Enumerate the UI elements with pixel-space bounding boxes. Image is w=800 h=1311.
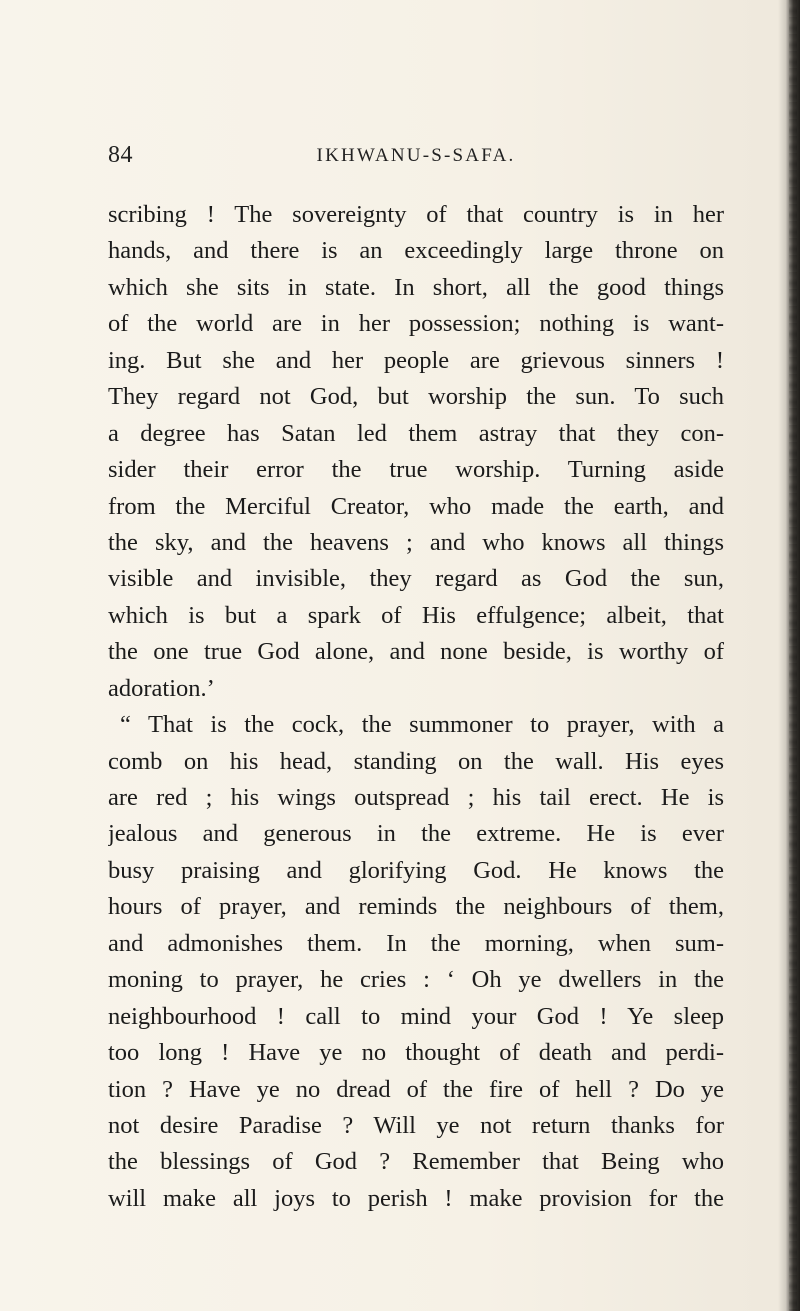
text-line: and admonishes them. In the morning, when sum-	[108, 929, 724, 957]
text-line: busy praising and glorifying God. He knows the	[108, 856, 724, 884]
text-line: tion ? Have ye no dread of the fire of hell ? Do ye	[108, 1075, 724, 1103]
running-head: IKHWANU-S-SAFA.	[316, 145, 516, 166]
page-header	[108, 142, 724, 172]
text-line: hands, and there is an exceedingly large throne on	[108, 237, 724, 265]
paragraph-start-line: “ That is the cock, the summoner to prayer, with a	[120, 711, 724, 739]
text-line: neighbourhood ! call to mind your God ! Ye sleep	[108, 1002, 724, 1030]
text-line: are red ; his wings outspread ; his tail erect. He is	[108, 784, 724, 811]
text-line: the sky, and the heavens ; and who knows all things	[108, 528, 724, 556]
text-line: ing. But she and her people are grievous sinners !	[108, 346, 724, 374]
text-line: sider their error the true worship. Turning aside	[108, 456, 724, 484]
text-line: a degree has Satan led them astray that they con-	[108, 419, 724, 447]
text-line: moning to prayer, he cries : ‘ Oh ye dwellers in the	[108, 966, 724, 994]
text-line: which she sits in state. In short, all the good things	[108, 273, 724, 301]
text-line: jealous and generous in the extreme. He is ever	[108, 820, 724, 848]
text-line: hours of prayer, and reminds the neighbours of them,	[108, 893, 724, 921]
text-line: which is but a spark of His effulgence; albeit, that	[108, 601, 724, 629]
paragraph-end-line: adoration.’	[108, 674, 215, 702]
text-line: the blessings of God ? Remember that Being who	[108, 1148, 724, 1176]
text-line: visible and invisible, they regard as God the sun,	[108, 565, 724, 593]
page-number: 84	[108, 142, 133, 168]
page-edge-texture	[789, 0, 797, 1311]
text-line: will make all joys to perish ! make provision for the	[108, 1184, 724, 1212]
text-line: scribing ! The sovereignty of that country is in her	[108, 201, 724, 228]
text-line: the one true God alone, and none beside, is worthy of	[108, 638, 724, 666]
body-text	[108, 197, 724, 1217]
text-line: They regard not God, but worship the sun. To such	[108, 383, 724, 411]
text-line: not desire Paradise ? Will ye not return thanks for	[108, 1111, 724, 1139]
text-line: of the world are in her possession; nothing is want-	[108, 310, 724, 338]
text-line: comb on his head, standing on the wall. His eyes	[108, 747, 724, 775]
text-line: too long ! Have ye no thought of death and perdi-	[108, 1039, 724, 1067]
text-line: from the Merciful Creator, who made the earth, and	[108, 492, 724, 520]
